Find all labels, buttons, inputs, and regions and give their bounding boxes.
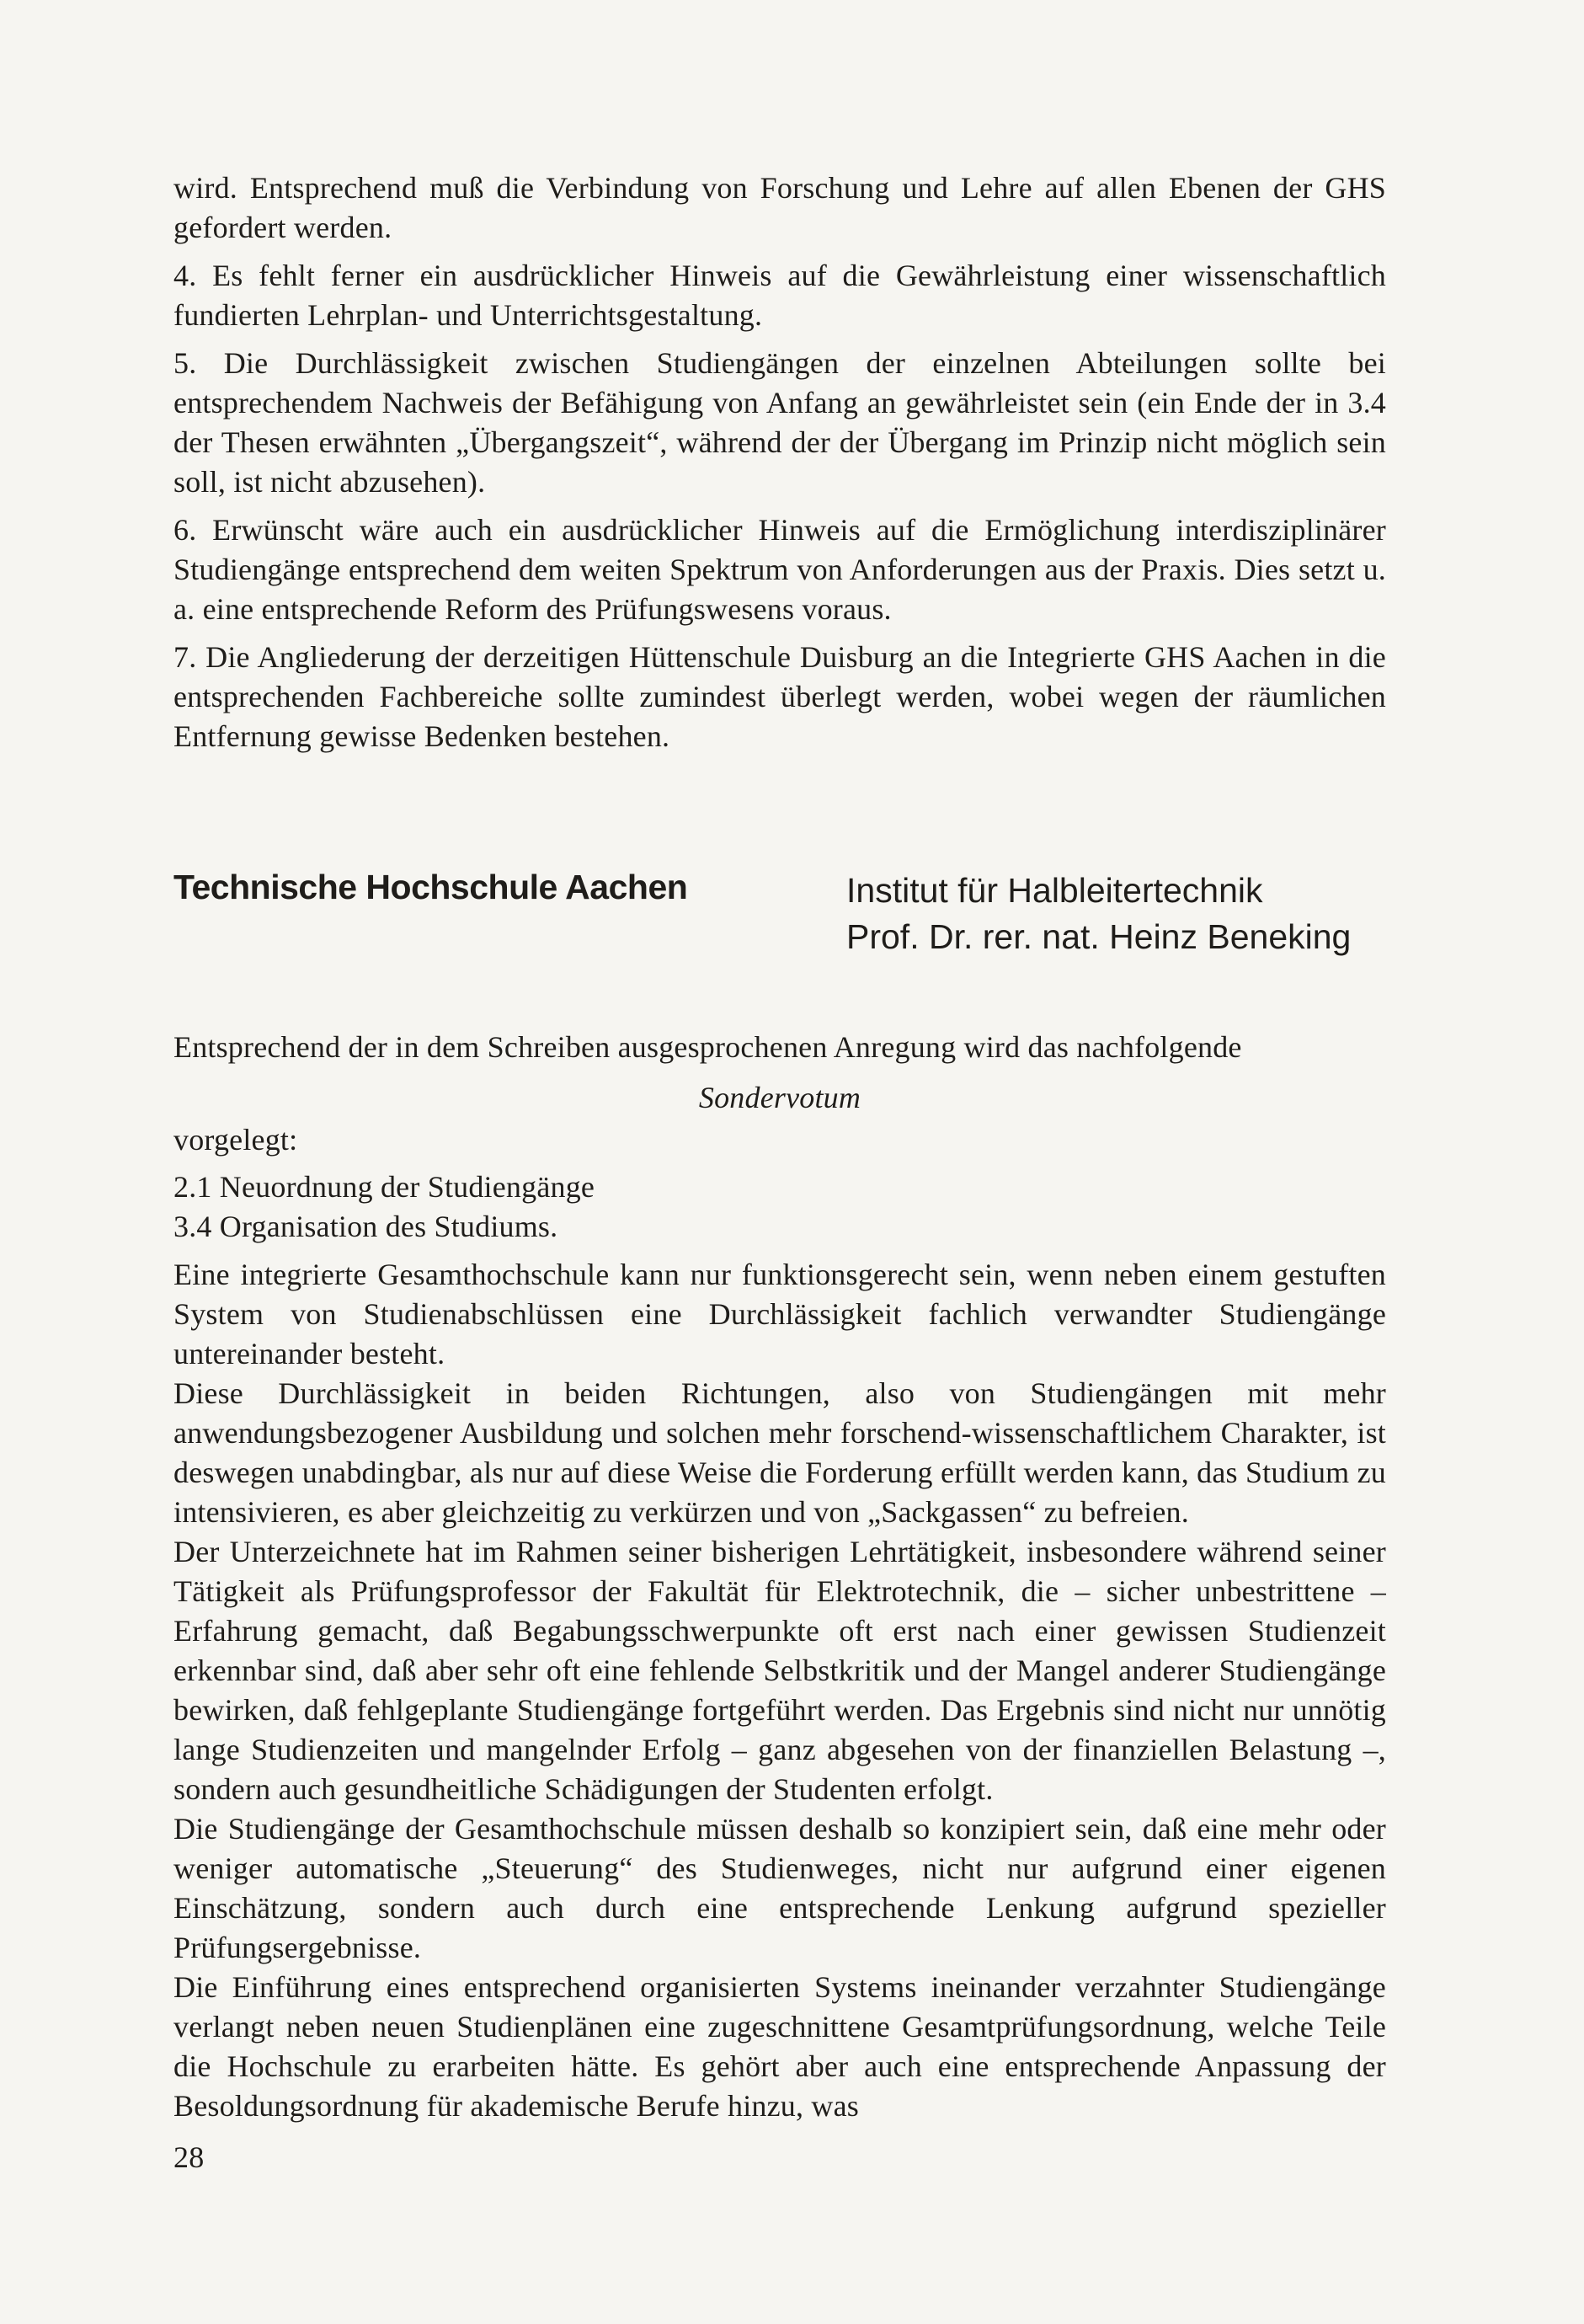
paragraph-point-4: 4. Es fehlt ferner ein ausdrücklicher Hinweis auf die Gewährleistung einer wissenschaftlich fundierten Lehrplan- und Unterrichtsgestaltung. <box>173 259 1386 332</box>
institute-name: Institut für Halbleitertechnik <box>846 871 1263 910</box>
body-paragraph: Die Einführung eines entsprechend organisierten Systems ineinander verzahnter Studiengänge verlangt neben neuen Studienplänen eine zugeschnittene Gesamtprüfungsordnung, welche Teile die Hochschule zu erarbeiten hätte. Es gehört aber auch eine entsprechende Anpassung der Besoldungsordnung für akademische Berufe hinzu, was <box>173 1970 1386 2123</box>
topic-item: 2.1 Neuordnung der Studiengänge <box>173 1170 595 1204</box>
sondervotum-title: Sondervotum <box>698 1081 861 1114</box>
body-paragraph: Eine integrierte Gesamthochschule kann nur funktionsgerecht sein, wenn neben einem gestuften System von Studienabschlüssen eine Durchlässigkeit fachlich verwandter Studiengänge untereinander besteht. <box>173 1258 1386 1370</box>
top-section <box>173 168 1386 756</box>
body-paragraph: Die Studiengänge der Gesamthochschule müssen deshalb so konzipiert sein, daß eine mehr oder weniger automatische „Steuerung“ des Studienweges, nicht nur aufgrund einer eigenen Einschätzung, sondern auch durch eine entsprechende Lenkung aufgrund spezieller Prüfungsergebnisse. <box>173 1812 1386 1964</box>
vorgelegt-label: vorgelegt: <box>173 1123 298 1157</box>
paragraph-point-6: 6. Erwünscht wäre auch ein ausdrücklicher Hinweis auf die Ermöglichung interdisziplinärer Studiengänge entsprechend dem weiten Spektrum von Anforderungen aus der Praxis. Dies setzt u. a. eine entsprechende Reform des Prüfungswesens voraus. <box>173 513 1386 626</box>
author-block <box>846 868 1351 960</box>
paragraph-point-7: 7. Die Angliederung der derzeitigen Hüttenschule Duisburg an die Integrierte GHS Aachen in die entsprechenden Fachbereiche sollte zumindest überlegt werden, wobei wegen der räumlichen Entfernung gewisse Bedenken bestehen. <box>173 640 1386 753</box>
body-section <box>173 1255 1386 2126</box>
author-name: Prof. Dr. rer. nat. Heinz Beneking <box>846 917 1352 956</box>
paragraph-point-5: 5. Die Durchlässigkeit zwischen Studiengängen der einzelnen Abteilungen sollte bei entsprechendem Nachweis der Befähigung von Anfang an gewährleistet sein (ein Ende der in 3.4 der Thesen erwähnten „Übergangszeit“, während der der Übergang im Prinzip nicht möglich sein soll, ist nicht abzusehen). <box>173 346 1386 499</box>
topic-item: 3.4 Organisation des Studiums. <box>173 1210 558 1243</box>
body-paragraph: Diese Durchlässigkeit in beiden Richtungen, also von Studiengängen mit mehr anwendungsbezogener Ausbildung und solchen mehr forschend-wissenschaftlichem Charakter, ist deswegen unabdingbar, als nur auf diese Weise die Forderung erfüllt werden kann, das Studium zu intensivieren, es aber gleichzeitig zu verkürzen und von „Sackgassen“ zu befreien. <box>173 1376 1386 1529</box>
topic-list <box>173 1167 1386 1247</box>
page-number: 28 <box>173 2140 205 2174</box>
intro-line: Entsprechend der in dem Schreiben ausgesprochenen Anregung wird das nachfolgende <box>173 1030 1242 1064</box>
body-paragraph: Der Unterzeichnete hat im Rahmen seiner bisherigen Lehrtätigkeit, insbesondere während seiner Tätigkeit als Prüfungsprofessor der Fakultät für Elektrotechnik, die – sicher unbestrittene – Erfahrung gemacht, daß Begabungsschwerpunkte oft erst nach einer gewissen Studienzeit erkennbar sind, daß aber sehr oft eine fehlende Selbstkritik und der Mangel anderer Studiengänge bewirken, daß fehlgeplante Studiengänge fortgeführt werden. Das Ergebnis sind nicht nur unnötig lange Studienzeiten und mangelnder Erfolg – ganz abgesehen von der finanziellen Belastung –, sondern auch gesundheitliche Schädigungen der Studenten erfolgt. <box>173 1535 1386 1806</box>
paragraph-continuation: wird. Entsprechend muß die Verbindung von Forschung und Lehre auf allen Ebenen der GHS gefordert werden. <box>173 171 1386 244</box>
institution-heading: Technische Hochschule Aachen <box>173 868 688 906</box>
